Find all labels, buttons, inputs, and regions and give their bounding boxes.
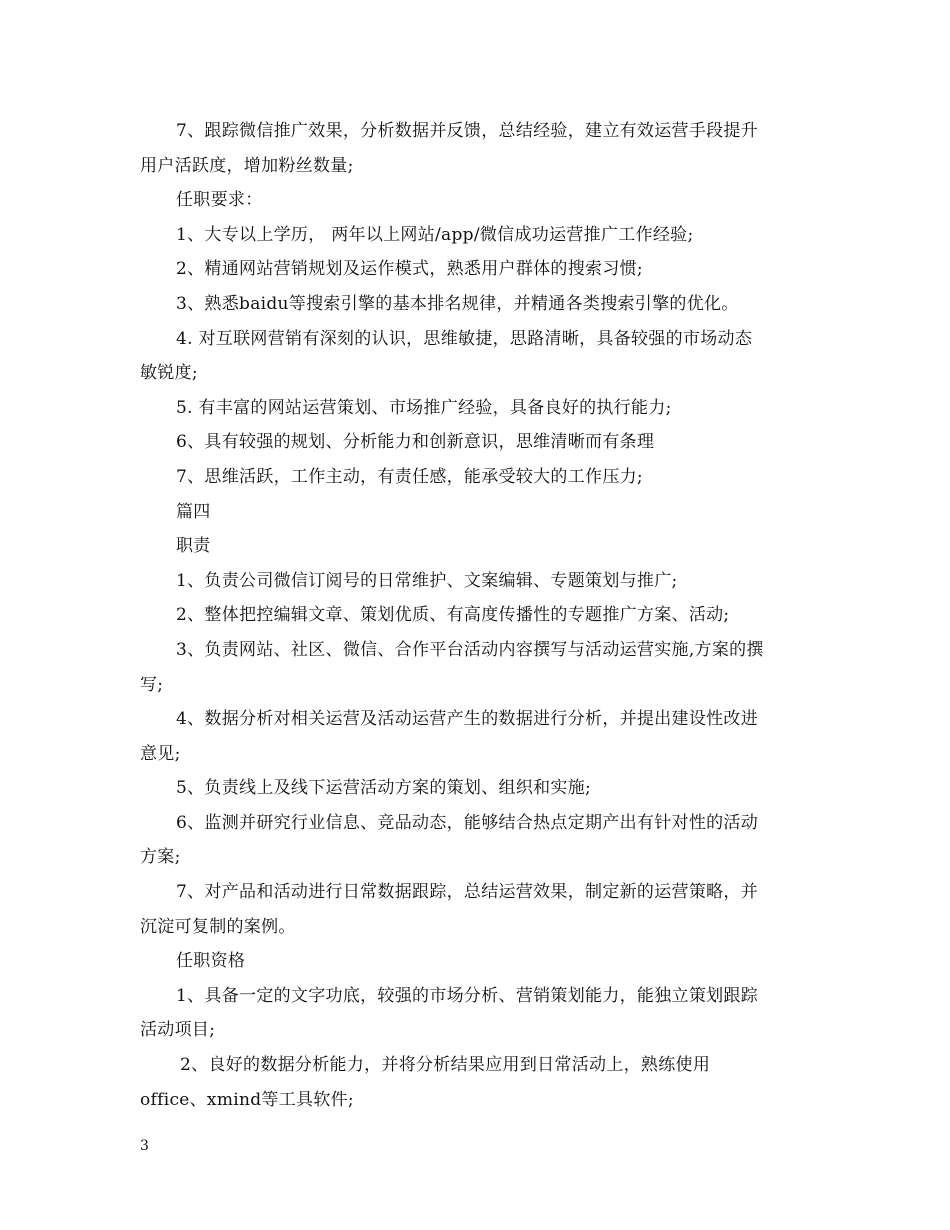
- paragraph-line: 7、跟踪微信推广效果，分析数据并反馈，总结经验，建立有效运营手段提升: [176, 121, 759, 141]
- paragraph-line: 1、负责公司微信订阅号的日常维护、文案编辑、专题策划与推广;: [176, 570, 678, 591]
- paragraph-line: office、xmind等工具软件;: [140, 1089, 354, 1110]
- paragraph-line: 1、具备一定的文字功底，较强的市场分析、营销策划能力，能独立策划跟踪: [176, 985, 759, 1006]
- paragraph-line: 2、整体把控编辑文章、策划优质、有高度传播性的专题推广方案、活动;: [176, 605, 730, 626]
- section-heading: 职责: [176, 536, 211, 557]
- paragraph-line: 5. 有丰富的网站运营策划、市场推广经验，具备良好的执行能力;: [176, 397, 672, 418]
- paragraph-line: 7、思维活跃，工作主动，有责任感，能承受较大的工作压力;: [176, 466, 643, 487]
- page-number: 3: [140, 1138, 149, 1154]
- paragraph-line: 意见;: [140, 743, 181, 764]
- paragraph-line: 3、熟悉baidu等搜索引擎的基本排名规律，并精通各类搜索引擎的优化。: [176, 293, 739, 314]
- paragraph-line: 1、大专以上学历， 两年以上网站/app/微信成功运营推广工作经验;: [176, 224, 694, 245]
- paragraph-line: 6、监测并研究行业信息、竞品动态，能够结合热点定期产出有针对性的活动: [176, 812, 759, 833]
- paragraph-line: 7、对产品和活动进行日常数据跟踪，总结运营效果，制定新的运营策略，并: [176, 882, 759, 903]
- paragraph-line: 沉淀可复制的案例。: [140, 916, 296, 937]
- paragraph-line: 6、具有较强的规划、分析能力和创新意识，思维清晰而有条理: [176, 432, 655, 453]
- document-body: [140, 114, 812, 1117]
- paragraph-line: 用户活跃度，增加粉丝数量;: [140, 155, 354, 176]
- paragraph-line: 方案;: [140, 847, 181, 868]
- paragraph-line: 5、负责线上及线下运营活动方案的策划、组织和实施;: [176, 778, 592, 799]
- section-heading: 任职要求：: [176, 190, 263, 211]
- section-heading: 篇四: [176, 501, 211, 522]
- paragraph-line: 敏锐度;: [140, 363, 198, 384]
- paragraph-line: 4、数据分析对相关运营及活动运营产生的数据进行分析，并提出建设性改进: [176, 709, 759, 730]
- paragraph-line: 2、良好的数据分析能力，并将分析结果应用到日常活动上，熟练使用: [180, 1055, 711, 1076]
- section-heading: 任职资格: [176, 951, 246, 972]
- paragraph-line: 4. 对互联网营销有深刻的认识，思维敏捷，思路清晰，具备较强的市场动态: [176, 328, 753, 349]
- paragraph-line: 写;: [140, 674, 164, 695]
- paragraph-line: 活动项目;: [140, 1020, 216, 1041]
- paragraph-line: 3、负责网站、社区、微信、合作平台活动内容撰写与活动运营实施,方案的撰: [176, 639, 764, 660]
- paragraph-line: 2、精通网站营销规划及运作模式，熟悉用户群体的搜索习惯;: [176, 259, 643, 280]
